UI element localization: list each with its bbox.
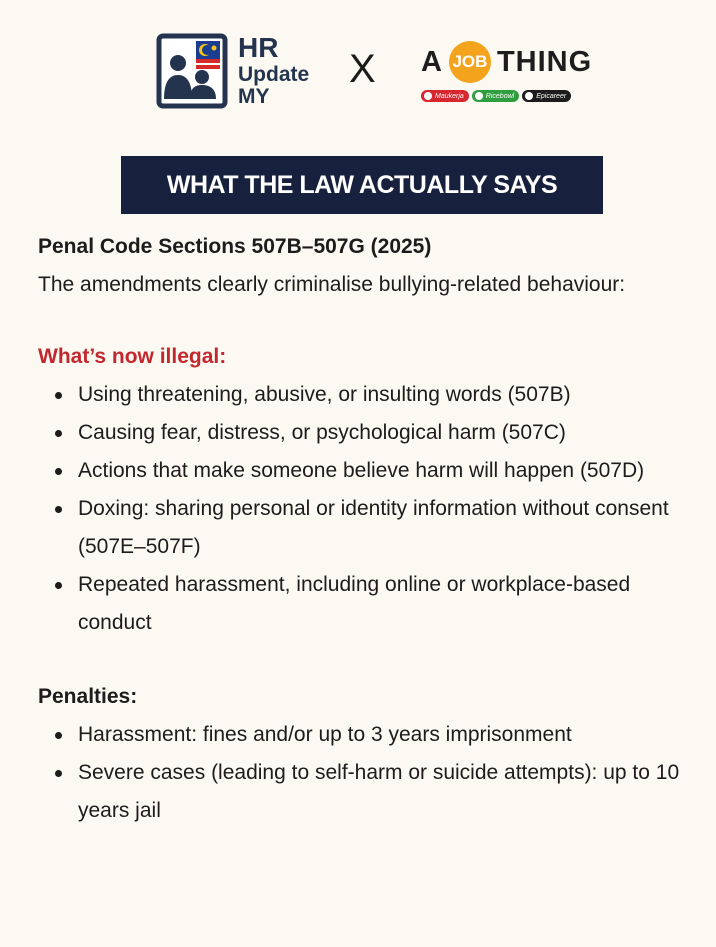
section-intro: The amendments clearly criminalise bullying-related behaviour: <box>38 273 626 296</box>
header <box>0 30 716 114</box>
list-item: Using threatening, abusive, or insulting words (507B) <box>78 376 698 414</box>
illegal-heading: What’s now illegal: <box>38 345 227 368</box>
ajt-thing: THING <box>496 45 593 78</box>
penalties-list <box>38 716 698 830</box>
sub-brand-maukerja: Maukerja <box>421 90 469 102</box>
collab-separator: X <box>349 47 376 91</box>
illegal-list <box>38 376 698 642</box>
section-heading: Penal Code Sections 507B–507G (2025) <box>38 235 432 258</box>
ajt-a: A <box>421 45 443 78</box>
title-banner: WHAT THE LAW ACTUALLY SAYS <box>121 156 603 214</box>
list-item: Doxing: sharing personal or identity information without consent (507E–507F) <box>78 490 698 566</box>
brand-dot-icon <box>525 92 533 100</box>
hr-line1: HR <box>238 32 279 63</box>
hr-update-my-logo-icon <box>156 33 228 109</box>
sub-brand-epicareer: Epicareer <box>522 90 571 102</box>
hr-line2: Update <box>238 63 310 86</box>
list-item: Actions that make someone believe harm will happen (507D) <box>78 452 698 490</box>
list-item: Repeated harassment, including online or workplace-based conduct <box>78 566 698 642</box>
brand-dot-icon <box>424 92 432 100</box>
penalties-heading: Penalties: <box>38 685 138 708</box>
hr-update-my-wordmark <box>238 34 309 107</box>
hr-line3: MY <box>238 85 270 108</box>
a-job-thing-logo <box>421 42 592 82</box>
list-item: Severe cases (leading to self-harm or suicide attempts): up to 10 years jail <box>78 754 698 830</box>
list-item: Causing fear, distress, or psychological harm (507C) <box>78 414 698 452</box>
list-item: Harassment: fines and/or up to 3 years imprisonment <box>78 716 698 754</box>
brand-dot-icon <box>475 92 483 100</box>
sub-brands <box>421 90 571 102</box>
ajt-job-circle: JOB <box>449 41 491 83</box>
sub-brand-ricebowl: Ricebowl <box>472 90 519 102</box>
article-body <box>38 228 698 830</box>
